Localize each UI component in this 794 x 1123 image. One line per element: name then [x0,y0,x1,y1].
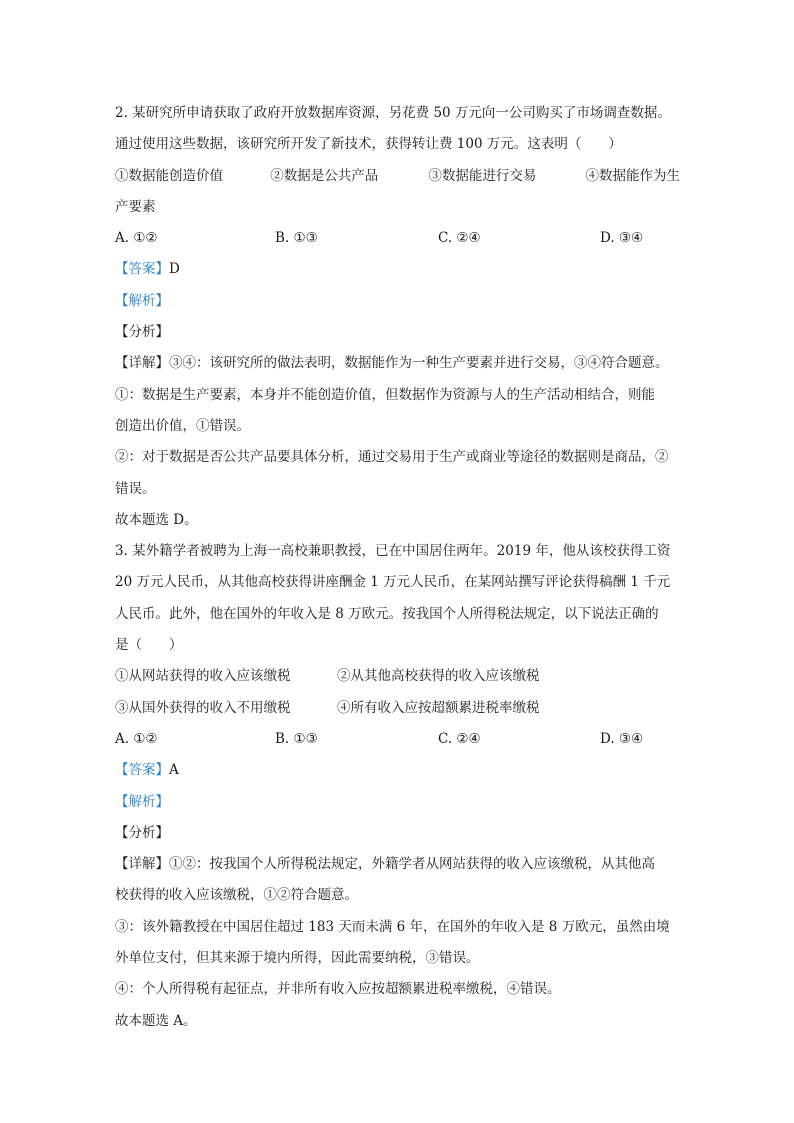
q2-choice-d: D. ③④ [600,230,644,247]
q3-statement-4: ④所有收入应按超额累进税率缴税 [337,699,540,716]
q2-statements [115,161,680,192]
q2-statement-4: ④数据能作为生 [585,167,680,184]
q3-choice-d: D. ③④ [600,730,644,747]
q2-detail-text-1: ③④：该研究所的做法表明，数据能作为一种生产要素并进行交易，③④符合题意。 [169,355,669,372]
q2-detail-line-3: 创造出价值，①错误。 [115,417,250,434]
q3-detail-line-5: ④：个人所得税有起征点，并非所有收入应按超额累进税率缴税，④错误。 [115,981,561,998]
q3-statement-3: ③从国外获得的收入不用缴税 [115,699,291,716]
q3-statement-1: ①从网站获得的收入应该缴税 [115,668,291,685]
q3-analysis-tag: 【解析】 [115,793,169,810]
q3-answer-tag: 【答案】 [115,762,169,779]
q2-choice-a: A. ①② [115,230,158,247]
q3-choices [115,724,680,755]
q2-detail-tag: 【详解】 [115,355,169,372]
q3-choice-a: A. ①② [115,730,158,747]
q2-detail-line-2: ①：数据是生产要素，本身并不能创造价值，但数据作为资源与人的生产活动相结合，则能 [115,386,655,403]
q3-detail-line-2: 校获得的收入应该缴税，①②符合题意。 [115,887,358,904]
q2-answer-value: D [169,261,180,278]
q3-stem-line-2: 20 万元人民币，从其他高校获得讲座酬金 1 万元人民币，在某网站撰写评论获得稿酬 1 千元 [115,574,671,591]
q3-statement-2: ②从其他高校获得的收入应该缴税 [337,668,540,685]
q2-detail-line-5: 错误。 [115,480,156,497]
q3-detail-line-3: ③：该外籍教授在中国居住超过 183 天而未满 6 年，在国外的年收入是 8 万欧元，虽然由境 [115,918,670,935]
q2-answer [115,254,680,285]
q2-statement-wrap: 产要素 [115,198,156,215]
q2-choice-c: C. ②④ [438,230,481,247]
q2-choices [115,223,680,254]
q3-detail-line-4: 外单位支付，但其来源于境内所得，因此需要纳税，③错误。 [115,950,480,967]
q2-detail-line-1 [115,348,680,379]
q2-choice-b: B. ①③ [275,230,318,247]
q3-detail-text-1: ①②：按我国个人所得税法规定，外籍学者从网站获得的收入应该缴税，从其他高 [169,856,655,873]
q2-statement-3: ③数据能进行交易 [428,167,537,184]
q3-stem-line-3: 人民币。此外，他在国外的年收入是 8 万欧元。按我国个人所得税法规定，以下说法正确的 [115,605,659,622]
q3-choice-b: B. ①③ [275,730,318,747]
q3-fenxi-tag: 【分析】 [115,824,169,841]
q3-stem-line-1: 3. 某外籍学者被聘为上海一高校兼职教授，已在中国居住两年。2019 年，他从该校获得工资 [115,543,671,560]
q3-stem-line-4: 是（ ） [115,637,183,654]
q2-conclusion: 故本题选 D。 [115,511,198,528]
q2-answer-tag: 【答案】 [115,261,169,278]
q3-answer-value: A [169,762,179,779]
q3-answer [115,755,680,786]
q3-detail-tag: 【详解】 [115,856,169,873]
q2-statement-2: ②数据是公共产品 [270,167,379,184]
q2-statement-1: ①数据能创造价值 [115,167,223,184]
q3-statements-row-2 [115,693,680,724]
q2-fenxi-tag: 【分析】 [115,324,169,341]
q3-choice-c: C. ②④ [438,730,481,747]
q2-detail-line-4: ②：对于数据是否公共产品要具体分析，通过交易用于生产或商业等途径的数据则是商品，② [115,449,669,466]
q2-analysis-tag: 【解析】 [115,292,169,309]
q3-conclusion: 故本题选 A。 [115,1012,197,1029]
document-page [115,98,680,1037]
q2-stem-line-1: 2. 某研究所申请获取了政府开放数据库资源，另花费 50 万元向一公司购买了市场调查数据。 [115,105,671,121]
q2-stem-line-2: 通过使用这些数据，该研究所开发了新技术，获得转让费 100 万元。这表明（ ） [115,136,622,153]
q3-detail-line-1 [115,849,680,880]
q3-statements-row-1 [115,661,680,692]
